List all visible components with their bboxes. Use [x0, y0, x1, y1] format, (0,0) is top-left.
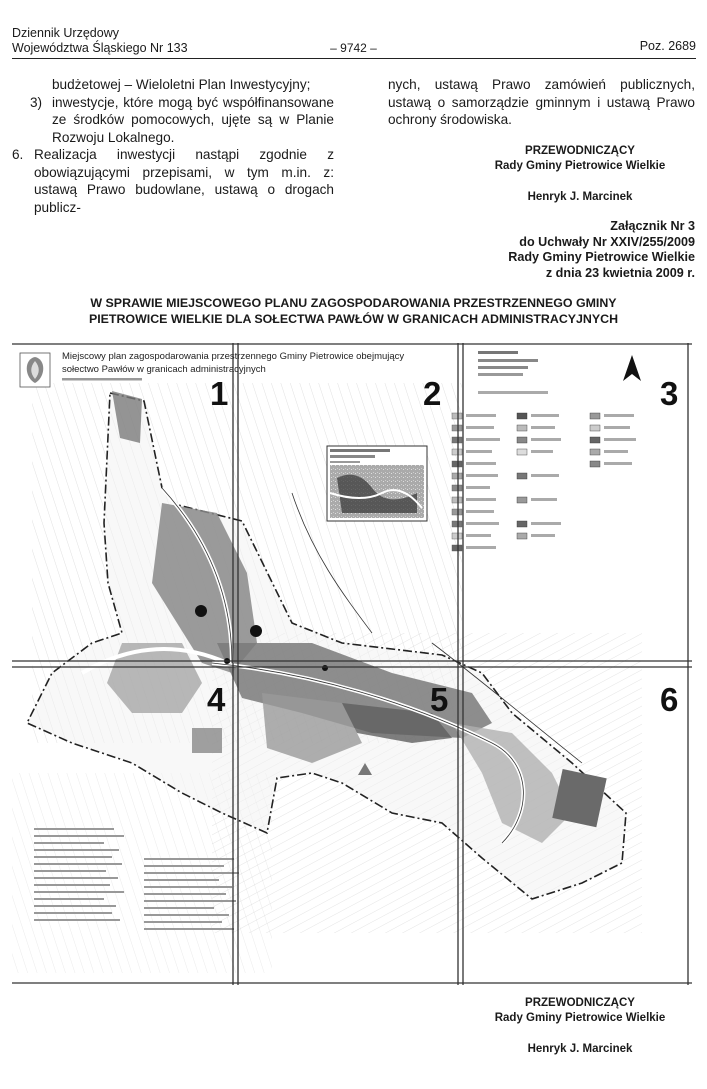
item-6-continuation: nych, ustawą Prawo zamówień publicznych, ustawą o samorządzie gminnym i ustawą Prawo ochrony środowiska. — [388, 77, 695, 127]
journal-line-2: Województwa Śląskiego Nr 133 — [12, 41, 188, 55]
signature-council: Rady Gminy Pietrowice Wielkie — [494, 160, 666, 172]
item-2-continuation: budżetowej – Wieloletni Plan Inwestycyjny; — [52, 77, 311, 92]
page-number: – 9742 – — [330, 41, 377, 55]
left-column — [12, 76, 334, 216]
item-6-text: Realizacja inwestycji nastąpi zgodnie z obowiązującymi przepisami, w tym m.in. z: ustawą Prawo budowlane, ustawą o drogach publicz- — [34, 147, 334, 215]
sheet-number-5: 5 — [430, 681, 449, 718]
signature-name: Henryk J. Marcinek — [527, 191, 633, 203]
sheet-number-1: 1 — [210, 375, 229, 412]
document-title-line-2: PIETROWICE WIELKIE DLA SOŁECTWA PAWŁÓW W GRANICACH ADMINISTRACYJNYCH — [88, 311, 619, 326]
annex-resolution: do Uchwały Nr XXIV/255/2009 — [519, 234, 695, 249]
document-title — [0, 296, 707, 327]
signature-block-top — [465, 144, 695, 205]
location-inset — [327, 446, 427, 521]
sheet-number-4: 4 — [207, 681, 226, 718]
signature-block-bottom — [465, 996, 695, 1057]
map-caption-line-2: sołectwo Pawłów w granicach administracyjnych — [62, 364, 266, 375]
sheet-number-2: 2 — [423, 375, 442, 412]
gmina-coat-of-arms-icon — [20, 353, 50, 387]
journal-line-1: Dziennik Urzędowy — [12, 26, 119, 40]
header-rule — [12, 58, 696, 59]
item-6 — [12, 146, 334, 216]
annex-reference — [508, 219, 695, 281]
document-title-line-1: W SPRAWIE MIEJSCOWEGO PLANU ZAGOSPODAROWANIA PRZESTRZENNEGO GMINY — [90, 296, 617, 310]
item-3-number: 3) — [30, 94, 43, 110]
item-6-number: 6. — [12, 147, 24, 162]
sheet-number-3: 3 — [660, 375, 679, 412]
item-3 — [12, 94, 334, 147]
right-column — [388, 76, 695, 129]
position-number: Poz. 2689 — [639, 39, 696, 53]
annex-number: Załącznik Nr 3 — [610, 219, 695, 233]
signature-role: PRZEWODNICZĄCY — [525, 145, 635, 157]
sheet-number-6: 6 — [660, 681, 679, 718]
signature-council: Rady Gminy Pietrowice Wielkie — [494, 1012, 666, 1024]
signature-role: PRZEWODNICZĄCY — [525, 997, 635, 1009]
annex-date: z dnia 23 kwietnia 2009 r. — [545, 265, 695, 280]
item-3-text: inwestycje, które mogą być współfinansowane ze środków pomocowych, ujęte są w Planie Rozwoju Lokalnego. — [52, 94, 334, 145]
zoning-plan-map — [12, 343, 692, 985]
signature-name: Henryk J. Marcinek — [527, 1043, 633, 1055]
annex-council: Rady Gminy Pietrowice Wielkie — [508, 250, 695, 264]
map-caption-line-1: Miejscowy plan zagospodarowania przestrzennego Gminy Pietrowice obejmujący — [62, 351, 405, 362]
